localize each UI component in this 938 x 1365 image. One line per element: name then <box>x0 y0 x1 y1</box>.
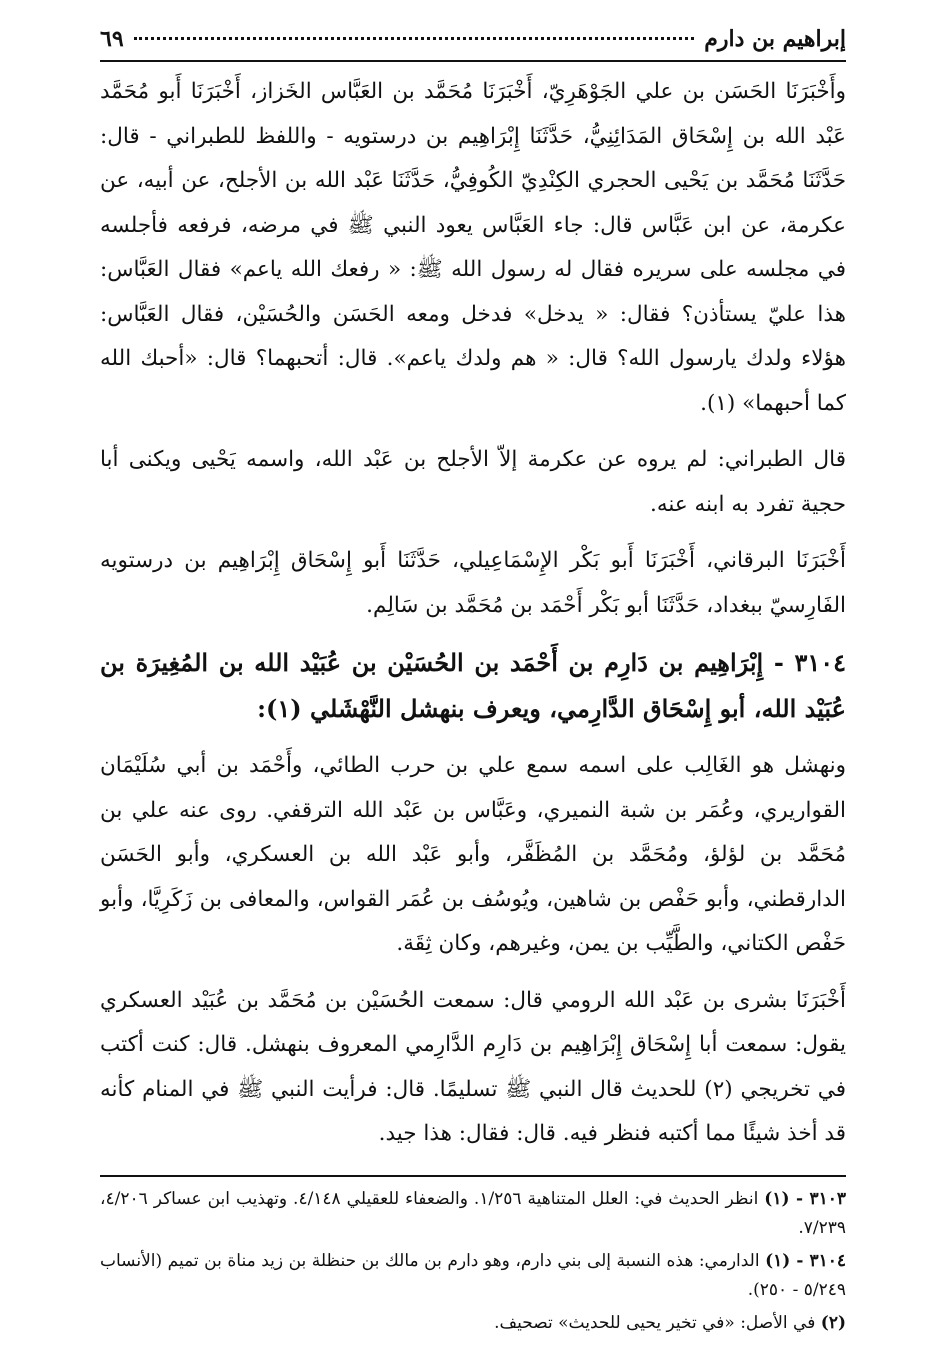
footnote-number: ٣١٠٣ - (١) <box>764 1188 846 1209</box>
footnotes <box>100 1175 846 1338</box>
footnote <box>100 1309 846 1338</box>
paragraph-anecdote: أَخْبَرَنَا بشرى بن عَبْد الله الرومي قال: سمعت الحُسَيْن بن مُحَمَّد بن عُبَيْد العسكري يقول: سمعت أبا إِسْحَاق إِبْرَاهِيم بن دَارِم الدَّارِمي المعروف بنهشل. قال: كنت أكتب في تخريجي (٢) للحديث قال النبي ﷺ تسليمًا. قال: فرأيت النبي ﷺ في المنام كأنه قد أخذ شيئًا مما أكتبه فنظر فيه. قال: فقال: هذا جيد. <box>100 987 846 1146</box>
footnote-number: (٢) <box>820 1312 846 1333</box>
footnote-text: انظر الحديث في: العلل المتناهية ١/٢٥٦. والضعفاء للعقيلي ٤/١٤٨. وتهذيب ابن عساكر ٤/٢٠٦، ٧/٢٣٩. <box>100 1188 846 1238</box>
main-text <box>100 70 846 1157</box>
header-title: إبراهيم بن دارم <box>704 26 846 52</box>
footnote-text: في الأصل: «في تخير يحيى للحديث» تصحيف. <box>494 1312 816 1333</box>
page-number: ٦٩ <box>100 26 124 52</box>
entry-heading-3104: ٣١٠٤ - إِبْرَاهِيم بن دَارِم بن أَحْمَد بن الحُسَيْن بن عُبَيْد الله بن المُغِيرَة بن عُبَيْد الله، أبو إِسْحَاق الدَّارِمي، ويعرف بنهشل النَّهْشَلي (١): <box>100 648 846 723</box>
paragraph-isnad: أَخْبَرَنَا البرقاني، أَخْبَرَنَا أَبو بَكْر الإِسْمَاعِيلي، حَدَّثَنَا أَبو إِسْحَاق إِبْرَاهِيم بن درستويه الفَارِسيّ ببغداد، حَدَّثَنَا أبو بَكْر أَحْمَد بن مُحَمَّد بن سَالِم. <box>100 548 846 618</box>
footnote <box>100 1247 846 1305</box>
footnote <box>100 1185 846 1243</box>
footnote-number: ٣١٠٤ - (١) <box>765 1250 846 1271</box>
paragraph-biography: ونهشل هو الغَالِب على اسمه سمع علي بن حرب الطائي، وأَحْمَد بن أبي سُلَيْمَان القواريري، وعُمَر بن شبة النميري، وعَبَّاس بن عَبْد الله الترقفي. روى عنه علي بن مُحَمَّد بن لؤلؤ، ومُحَمَّد بن المُظَفَّر، وأبو عَبْد الله بن العسكري، وأبو الحَسَن الدارقطني، وأبو حَفْص بن شاهين، ويُوسُف بن عُمَر القواس، والمعافى بن زَكَرِيَّا، وأبو حَفْص الكتاني، والطَّيِّب بن يمن، وغيرهم، وكان ثِقَة. <box>100 753 846 956</box>
running-header <box>100 26 846 62</box>
paragraph-tabarani-note: قال الطبراني: لم يروه عن عكرمة إلاّ الأجلح بن عَبْد الله، واسمه يَحْيى ويكنى أبا حجية تفرد به ابنه عنه. <box>100 447 846 517</box>
paragraph-hadith: وأَخْبَرَنَا الحَسَن بن علي الجَوْهَرِيّ، أَخْبَرَنَا مُحَمَّد بن العَبَّاس الخَزاز، أَخْبَرَنَا أَبو مُحَمَّد عَبْد الله بن إِسْحَاق المَدَائِنِيُّ، حَدَّثَنَا إِبْرَاهِيم بن درستويه - واللفظ للطبراني - قال: حَدَّثَنَا مُحَمَّد بن يَحْيى الحجري الكِنْدِيّ الكُوفِيُّ، حَدَّثَنَا عَبْد الله بن الأجلح، عن أبيه، عن عكرمة، عن ابن عَبَّاس قال: جاء العَبَّاس يعود النبي ﷺ في مرضه، فرفعه فأجلسه في مجلسه على سريره فقال له رسول الله ﷺ: « رفعك الله ياعم» فقال العَبَّاس: هذا عليّ يستأذن؟ فقال: « يدخل» فدخل ومعه الحَسَن والحُسَيْن، فقال العَبَّاس: هؤلاء ولدك يارسول الله؟ قال: « هم ولدك ياعم». قال: أتحبهما؟ قال: «أحبك الله كما أحبهما» (١). <box>100 79 846 416</box>
footnote-text: الدارمي: هذه النسبة إلى بني دارم، وهو دارم بن مالك بن حنظلة بن زيد مناة بن تميم (الأنساب ٥/٢٤٩ - ٢٥٠). <box>100 1250 846 1300</box>
header-dot-leader <box>134 37 695 40</box>
